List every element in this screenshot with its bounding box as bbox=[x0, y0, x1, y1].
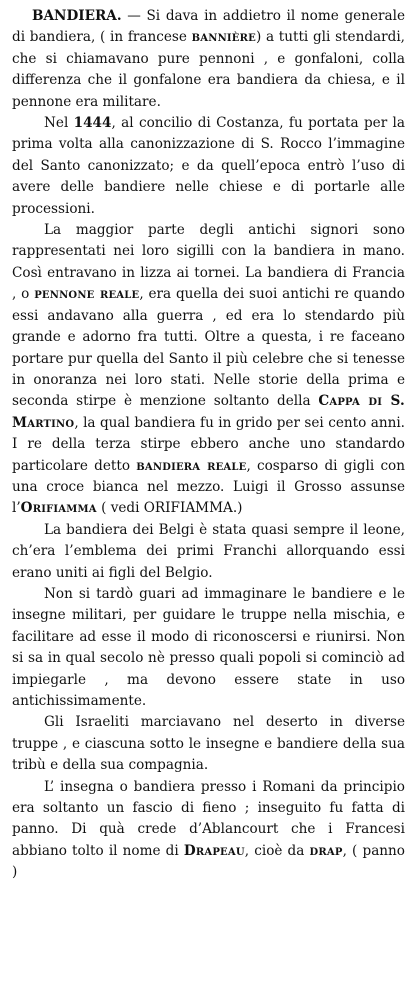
paragraph-belgi bbox=[12, 520, 405, 584]
term-drap: drap bbox=[309, 842, 343, 859]
term-drapeau: Drapeau bbox=[183, 842, 245, 859]
french-term: bannière bbox=[191, 29, 256, 46]
text-run: , la qual bandiera fu in grido per sei cento anni. I re della terza stirpe ebbero anche uno standardo particolare detto bbox=[12, 414, 405, 474]
text-run: La maggior parte degli antichi signori sono rappresentati nei loro sigilli con la bandiera in mano. Così entravano in lizza ai tornei. La bandiera di Francia , o bbox=[12, 222, 405, 303]
paragraph-romani bbox=[12, 777, 405, 884]
term-cappa-di-s-martino: Cappa di S. Martino bbox=[12, 393, 405, 431]
text-run: , era quella dei suoi antichi re quando essi andavano alla guerra , ed era lo stendardo più grande e adorno fra tutti. Oltre a questa, i re faceano portare pur quella del Santo il più celebre che si tenesse in onoranza nei loro stati. Nelle storie della prima e seconda stirpe è menzione soltanto della bbox=[12, 286, 405, 410]
text-run: , al concilio di Costanza, fu portata per la prima volta alla canonizzazione di S. Rocco l’immagine del Santo canonizzato; e da quell’epoca entrò l’uso di avere delle bandiere nelle chiese e di portarle alle processioni. bbox=[12, 115, 405, 217]
paragraph-israeliti bbox=[12, 712, 405, 776]
paragraph-insegne-militari bbox=[12, 584, 405, 712]
text-run: Gli Israeliti marciavano nel deserto in diverse truppe , e ciascuna sotto le insegne e bandiere della sua tribù e della sua compagnia. bbox=[12, 714, 405, 774]
term-bandiera-reale: bandiera reale bbox=[136, 457, 247, 474]
paragraph-bandiera-definition bbox=[12, 6, 405, 113]
text-run: , cosparso di gigli con una croce bianca nel mezzo. Luigi il Grosso assunse l’ bbox=[12, 457, 405, 517]
paragraph-costanza bbox=[12, 113, 405, 220]
term-orifiamma: Orifiamma bbox=[20, 500, 97, 517]
text-run: La bandiera dei Belgi è stata quasi sempre il leone, ch’era l’emblema dei primi Franchi allorquando essi erano uniti ai figli del Belgio. bbox=[12, 521, 405, 581]
entry-headword: BANDIERA. bbox=[32, 8, 122, 24]
paragraph-antichi-signori bbox=[12, 220, 405, 520]
term-pennone-reale: pennone reale bbox=[34, 286, 140, 303]
text-run: Nel bbox=[44, 115, 74, 132]
text-run: L’ insegna o bandiera presso i Romani da principio era soltanto un fascio di fieno ; inseguito fu fatta di panno. Di quà crede d’Ablancourt che i Francesi abbiano tolto il nome di bbox=[12, 778, 405, 859]
text-run: ) a tutti gli stendardi, che si chiamavano pure pennoni , e gonfaloni, colla differenza che il gonfalone era bandiera da chiesa, e il pennone era militare. bbox=[12, 29, 405, 110]
text-run: , cioè da bbox=[244, 842, 310, 859]
year-number: 1444 bbox=[73, 115, 112, 132]
text-run: ( vedi ORIFIAMMA.) bbox=[96, 500, 243, 517]
text-run: — Si dava in addietro il nome generale di bandiera, ( in francese bbox=[12, 8, 405, 46]
text-run: , ( panno ) bbox=[12, 842, 405, 881]
text-run: Non si tardò guari ad immaginare le bandiere e le insegne militari, per guidare le truppe nella mischia, e facilitare ad esse il modo di riconoscersi e riunirsi. Non si sa in qual secolo nè presso quali popoli si cominciò ad impiegarle , ma devono essere state in uso antichissimamente. bbox=[12, 585, 405, 709]
